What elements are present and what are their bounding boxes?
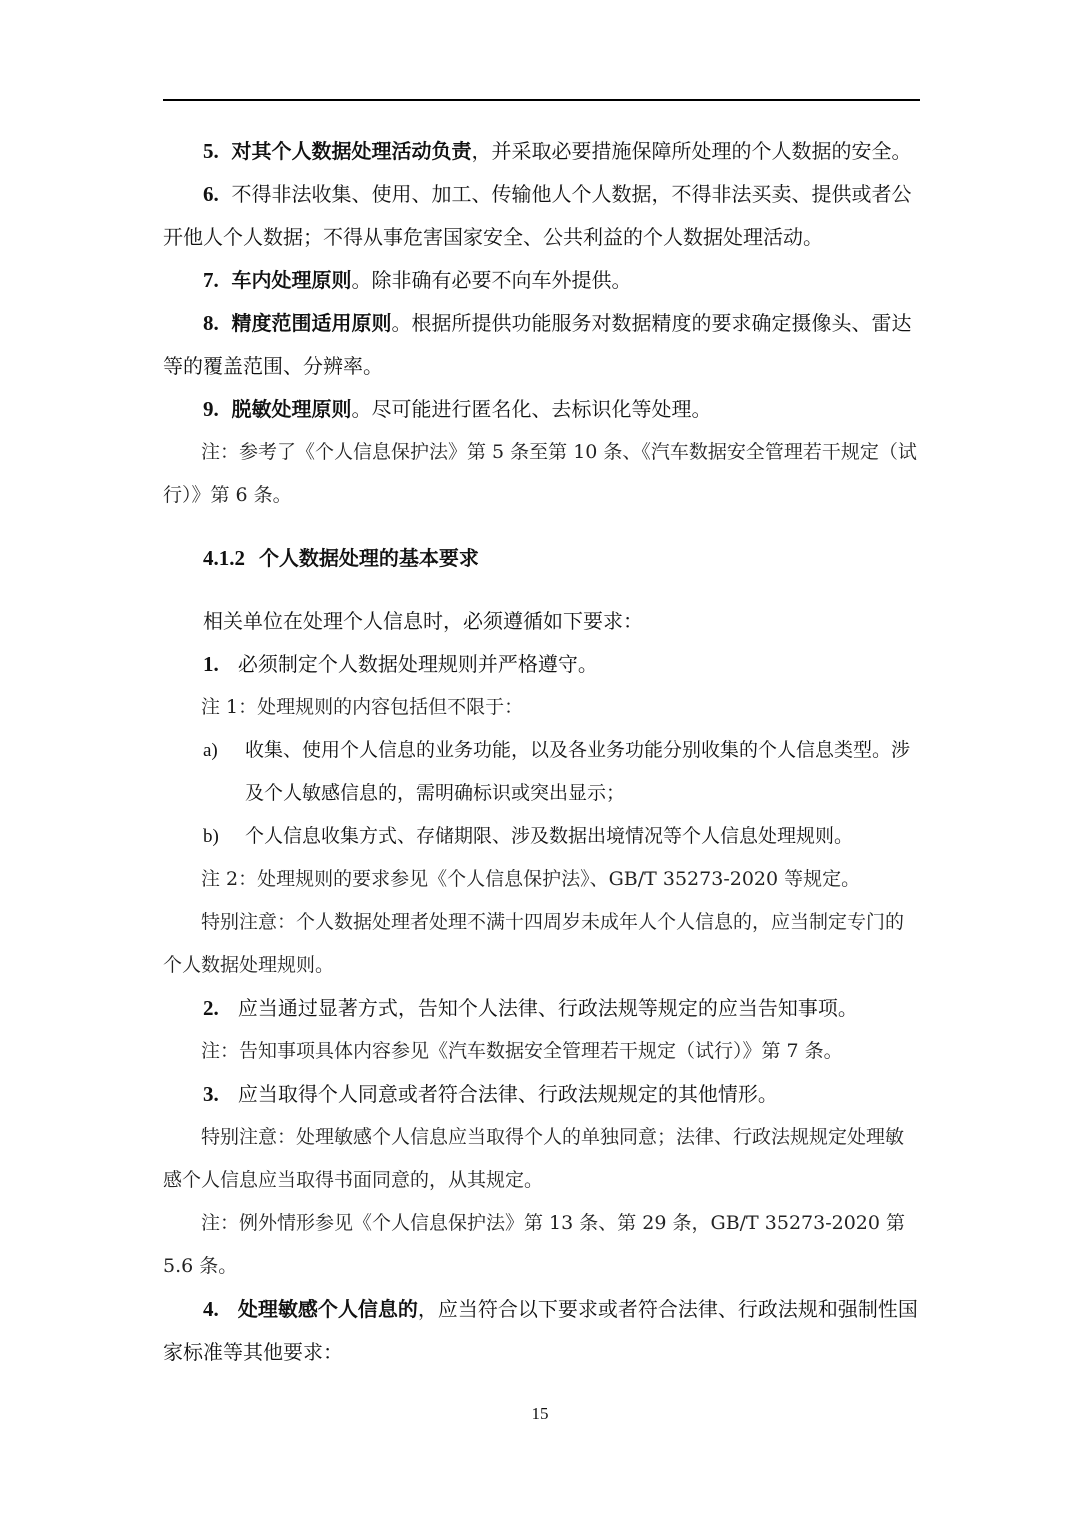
list-text: 收集、使用个人信息的业务功能，以及各业务功能分别收集的个人信息类型。涉及个人敏感信息的，需明确标识或突出显示；	[245, 739, 911, 804]
requirement-3	[163, 1073, 920, 1116]
item-number: 5.	[203, 139, 219, 163]
section-heading	[163, 537, 920, 580]
page-body	[163, 130, 920, 1374]
requirement-text: 必须制定个人数据处理规则并严格遵守。	[237, 652, 598, 676]
section-title: 个人数据处理的基本要求	[258, 546, 479, 570]
section-intro: 相关单位在处理个人信息时，必须遵循如下要求：	[203, 609, 643, 633]
bold-phrase: 处理敏感个人信息的	[237, 1297, 418, 1321]
list-label: b)	[203, 826, 219, 847]
bold-phrase: 车内处理原则	[231, 268, 352, 292]
requirement-text: 应当取得个人同意或者符合法律、行政法规规定的其他情形。	[237, 1082, 778, 1106]
section-number: 4.1.2	[203, 546, 245, 570]
paragraph-7	[163, 259, 920, 302]
item-number: 3.	[203, 1082, 219, 1106]
paragraph-text: ，并采取必要措施保障所处理的个人数据的安全。	[471, 139, 912, 163]
paragraph-text: 。除非确有必要不向车外提供。	[351, 268, 632, 292]
item-number: 6.	[203, 182, 219, 206]
item-number: 7.	[203, 268, 219, 292]
page-number: 15	[531, 1404, 549, 1423]
reference-note: 注：参考了《个人信息保护法》第 5 条至第 10 条、《汽车数据安全管理若干规定（试行）》第 6 条。	[163, 441, 917, 506]
list-item-b	[163, 815, 920, 858]
requirement-3-note: 注：例外情形参见《个人信息保护法》第 13 条、第 29 条，GB/T 35273-2020 第 5.6 条。	[163, 1212, 906, 1277]
bold-phrase: 精度范围适用原则	[231, 311, 392, 335]
paragraph-5	[163, 130, 920, 173]
requirement-1-note-1: 注 1：处理规则的内容包括但不限于：	[201, 696, 524, 718]
special-attention-1: 特别注意：个人数据处理者处理不满十四周岁未成年人个人信息的，应当制定专门的个人数据处理规则。	[163, 911, 905, 976]
list-text: 个人信息收集方式、存储期限、涉及数据出境情况等个人信息处理规则。	[245, 825, 854, 847]
requirement-4	[163, 1288, 920, 1374]
requirement-2	[163, 987, 920, 1030]
list-item-a	[163, 729, 920, 815]
paragraph-8	[163, 302, 920, 388]
requirement-1	[163, 643, 920, 686]
item-number: 4.	[203, 1297, 219, 1321]
paragraph-6	[163, 173, 920, 259]
special-attention-3: 特别注意：处理敏感个人信息应当取得个人的单独同意；法律、行政法规规定处理敏感个人信息应当取得书面同意的，从其规定。	[163, 1126, 905, 1191]
paragraph-9	[163, 388, 920, 431]
requirement-text: 应当通过显著方式，告知个人法律、行政法规等规定的应当告知事项。	[237, 996, 858, 1020]
header-rule	[163, 99, 920, 101]
item-number: 8.	[203, 311, 219, 335]
paragraph-text: 。根据所提供功能服务对数据精度的要求确定摄像头、雷达等的覆盖范围、分辨率。	[163, 311, 912, 378]
item-number: 9.	[203, 397, 219, 421]
bold-phrase: 对其个人数据处理活动负责	[231, 139, 472, 163]
item-number: 1.	[203, 652, 219, 676]
requirement-1-note-2: 注 2：处理规则的要求参见《个人信息保护法》、GB/T 35273-2020 等规定。	[201, 868, 861, 890]
list-label: a)	[203, 740, 218, 761]
paragraph-text: 。尽可能进行匿名化、去标识化等处理。	[351, 397, 712, 421]
item-number: 2.	[203, 996, 219, 1020]
requirement-text: ，应当符合以下要求或者符合法律、行政法规和强制性国家标准等其他要求：	[163, 1297, 918, 1364]
bold-phrase: 脱敏处理原则	[231, 397, 352, 421]
paragraph-text: 不得非法收集、使用、加工、传输他人个人数据，不得非法买卖、提供或者公开他人个人数据；不得从事危害国家安全、公共利益的个人数据处理活动。	[163, 182, 912, 249]
requirement-2-note: 注：告知事项具体内容参见《汽车数据安全管理若干规定（试行）》第 7 条。	[201, 1040, 843, 1062]
